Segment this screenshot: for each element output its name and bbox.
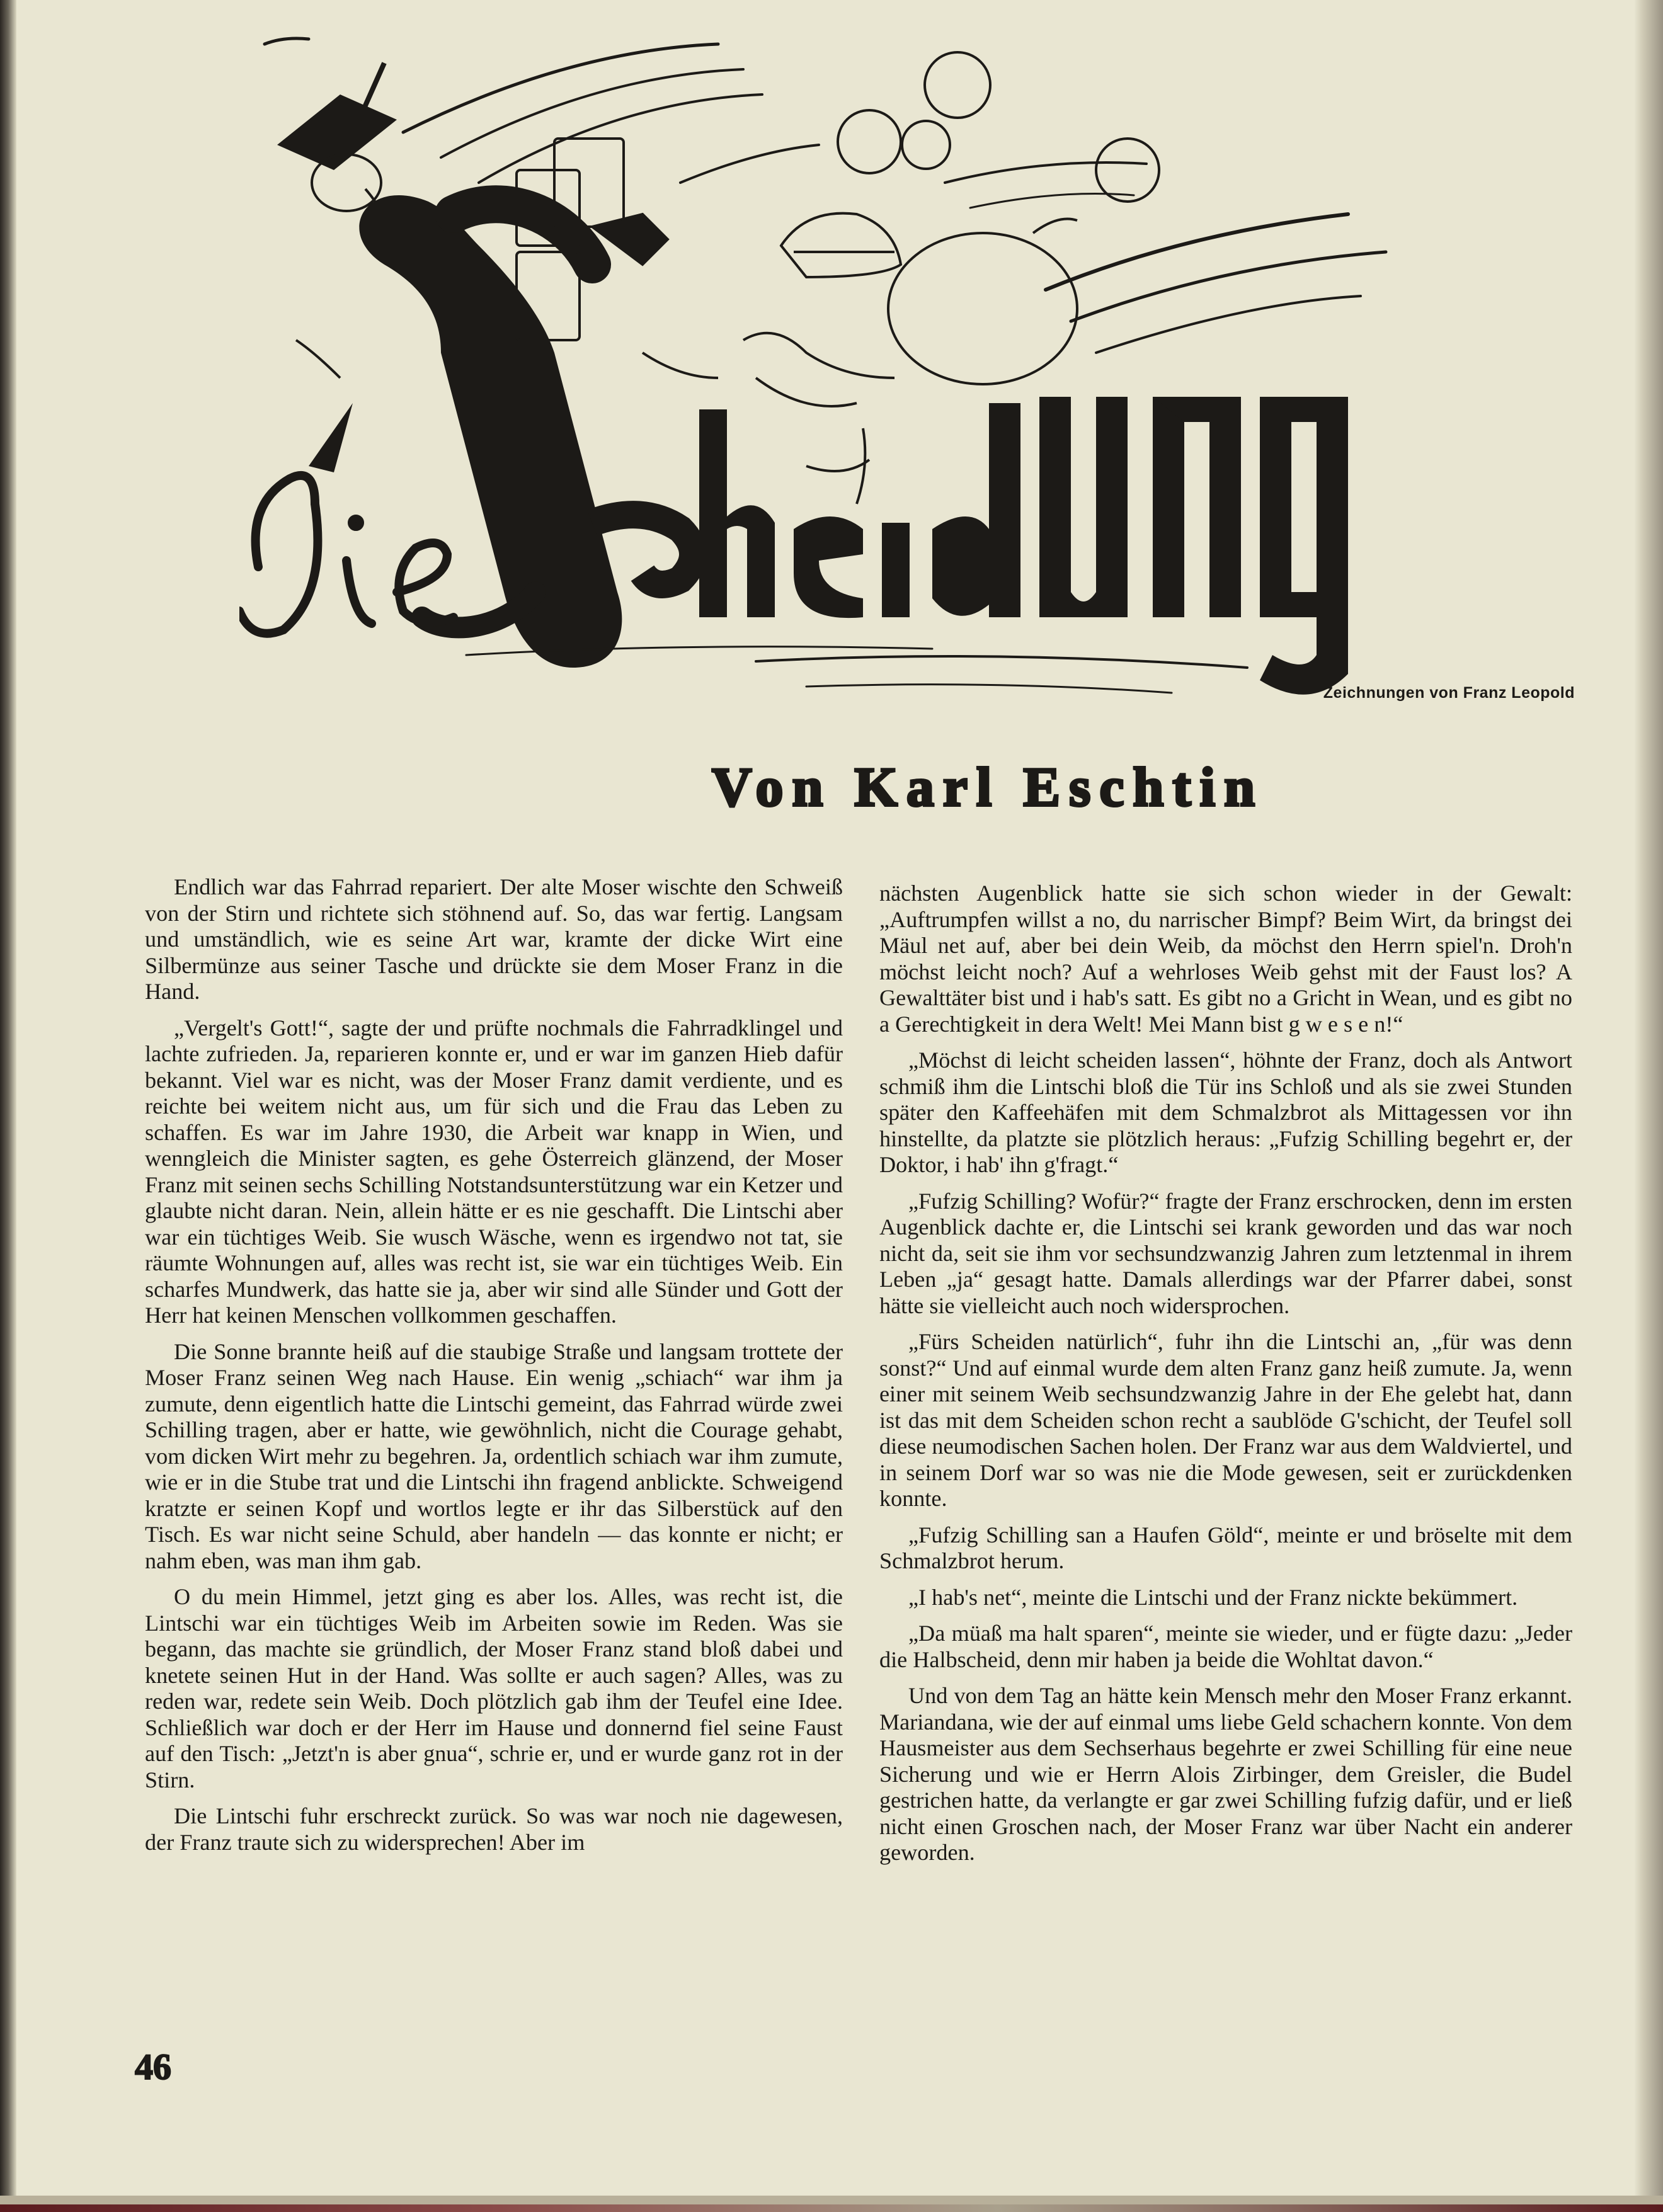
page-right-edge	[1634, 0, 1663, 2212]
article-column-right	[879, 881, 1572, 1876]
coins-drawing	[838, 52, 1159, 202]
paragraph: Die Sonne brannte heiß auf die staubige Straße und langsam trottete der Moser Franz seinen Weg nach Hause. Ein wenig „schiach“ war ihm ja zumute, denn eigentlich hatte die Lintschi gemeint, das Fahrrad würde zwei Schilling tragen, aber er hatte, wie gewöhnlich, nicht die Courage gehabt, vom dicken Wirt mehr zu begehren. Ja, ordentlich schiach war ihm zumute, wie er in die Stube trat und die Lintschi ihn fragend anblickte. Schweigend kratzte er seinen Kopf und wortlos legte er ihr das Silberstück auf den Tisch. Es war nicht seine Schuld, aber handeln — das konnte er nicht; er nahm eben, was man ihm gab.	[145, 1338, 843, 1573]
title-scheidung-text: Scheidung	[869, 650, 896, 657]
paragraph: Und von dem Tag an hätte kein Mensch mehr den Moser Franz erkannt. Mariandana, wie der auf einmal ums liebe Geld schachern konnte. Von dem Hausmeister aus dem Sechserhaus begehrte er zwei Schilling für eine neue Sicherung und wie er Herrn Alois Zirbinger, dem Greisler, die Budel gestrichen hatte, da verlangte er gar zwei Schilling fufzig dafür, und er ließ nicht einen Groschen nach, der Moser Franz war über Nacht ein anderer geworden.	[879, 1683, 1572, 1865]
page-bottom-edge	[0, 2196, 1663, 2212]
paragraph: Endlich war das Fahrrad repariert. Der alte Moser wischte den Schweiß von der Stirn und richtete sich stöhnend auf. So, das war fertig. Langsam und umständlich, wie es seine Art war, kramte der dicke Wirt eine Silbermünze aus seiner Tasche und drückte sie dem Moser Franz in die Hand.	[145, 874, 843, 1004]
page-binding-edge	[0, 0, 16, 2212]
paragraph: „Da müaß ma halt sparen“, meinte sie wieder, und er fügte dazu: „Jeder die Halbscheid, denn mir haben ja beide die Wohltat davon.“	[879, 1621, 1572, 1672]
paragraph: „Fufzig Schilling? Wofür?“ fragte der Franz erschrocken, denn im ersten Augenblick dachte er, die Lintschi sei krank geworden und das war noch nicht da, seit sie ihm vor sechsundzwanzig Jahren zum letztenmal in ihrem Leben „ja“ gesagt hatte. Damals allerdings war der Pfarrer dabei, sonst hätte sie vielleicht auch noch widersprochen.	[879, 1188, 1572, 1318]
title-die-text: Die	[283, 637, 293, 644]
paragraph: O du mein Himmel, jetzt ging es aber los. Alles, was recht ist, die Lintschi war ein tüchtiges Weib im Arbeiten sowie im Reden. Was sie begann, das machte sie gründlich, der Moser Franz stand bloß dabei und knetete seinen Hut in der Hand. Was sollte er auch sagen? Alles, was zu reden war, redete sein Weib. Doch plötzlich gab ihm der Teufel eine Idee. Schließlich war doch er der Herr im Hause und donnernd fiel seine Faust auf den Tisch: „Jetzt'n is aber gnua“, schrie er, und er wurde ganz rot in der Stirn.	[145, 1584, 843, 1793]
page-number: 46	[135, 2046, 171, 2087]
article-column-left	[145, 874, 843, 1866]
paragraph: „Fufzig Schilling san a Haufen Göld“, meinte er und bröselte mit dem Schmalzbrot herum.	[879, 1522, 1572, 1573]
paragraph: nächsten Augenblick hatte sie sich schon wieder in der Gewalt: „Auftrumpfen willst a no, du narrischer Bimpf? Beim Wirt, da bringst dei Mäul net auf, aber bei dein Weib, da möchst den Herrn spiel'n. Droh'n möchst leicht noch? Auf a wehrloses Weib gehst mit der Faust los? A Gewalttäter bist und i hab's satt. Es gibt no a Gricht in Wean, und es gibt no a Gerechtigkeit in dera Welt! Mei Mann bist g w e s e n!“	[879, 881, 1572, 1037]
paragraph: „Möchst di leicht scheiden lassen“, höhnte der Franz, doch als Antwort schmiß ihm die Lintschi bloß die Tür ins Schloß und als sie zwei Stunden später den Kaffeehäfen mit dem Schmalzbrot als Mittagessen vor ihn hinstellte, da platzte sie plötzlich heraus: „Fufzig Schilling begehrt er, der Doktor, i hab' ihn g'fragt.“	[879, 1047, 1572, 1177]
author-byline: Von Karl Eschtin	[712, 757, 1264, 818]
paragraph: Die Lintschi fuhr erschreckt zurück. So was war noch nie dagewesen, der Franz traute sich zu widersprechen! Aber im	[145, 1803, 843, 1855]
title-scheidung	[592, 397, 1348, 695]
illustration-credit: Zeichnungen von Franz Leopold	[1323, 684, 1575, 702]
paragraph: „I hab's net“, meinte die Lintschi und der Franz nickte bekümmert.	[908, 1584, 1518, 1610]
paragraph: „Vergelt's Gott!“, sagte der und prüfte nochmals die Fahrradklingel und lachte zufrieden. Ja, reparieren konnte er, und er war im ganzen Hieb dafür bekannt. Viel war es nicht, was der Moser Franz damit verdiente, und es reichte bei weitem nicht aus, um für sich und die Frau das Leben zu schaffen. Es war im Jahre 1930, die Arbeit war knapp in Wien, und wenngleich die Minister sagten, es gehe Österreich glänzend, der Moser Franz mit seinen sechs Schilling Notstandsunterstützung war ein Ketzer und glaubte nicht daran. Nein, allein hätte er es nie geschafft. Die Lintschi aber war ein tüchtiges Weib. Sie wusch Wäsche, wenn es irgendwo not tat, sie räumte Wohnungen auf, alles was recht ist, sie war ein tüchtiges Weib. Ein scharfes Mundwerk, das hatte sie ja, aber wir sind alle Sünder und Gott der Herr hat keinen Menschen vollkommen geschaffen.	[145, 1015, 843, 1328]
title-illustration	[239, 25, 1587, 731]
paragraph: „Fürs Scheiden natürlich“, fuhr ihn die Lintschi an, „für was denn sonst?“ Und auf einmal wurde dem alten Franz ganz heiß zumute. Ja, wenn einer mit seinem Weib sechsundzwanzig Jahre in der Ehe gelebt hat, dann ist das mit dem Scheiden schon recht a saublöde G'schicht, der Teufel soll diese neumodischen Sachen holen. Der Franz war aus dem Waldviertel, und in seinem Dorf war so was nie die Mode gewesen, seit er zurückdenken konnte.	[879, 1329, 1572, 1511]
